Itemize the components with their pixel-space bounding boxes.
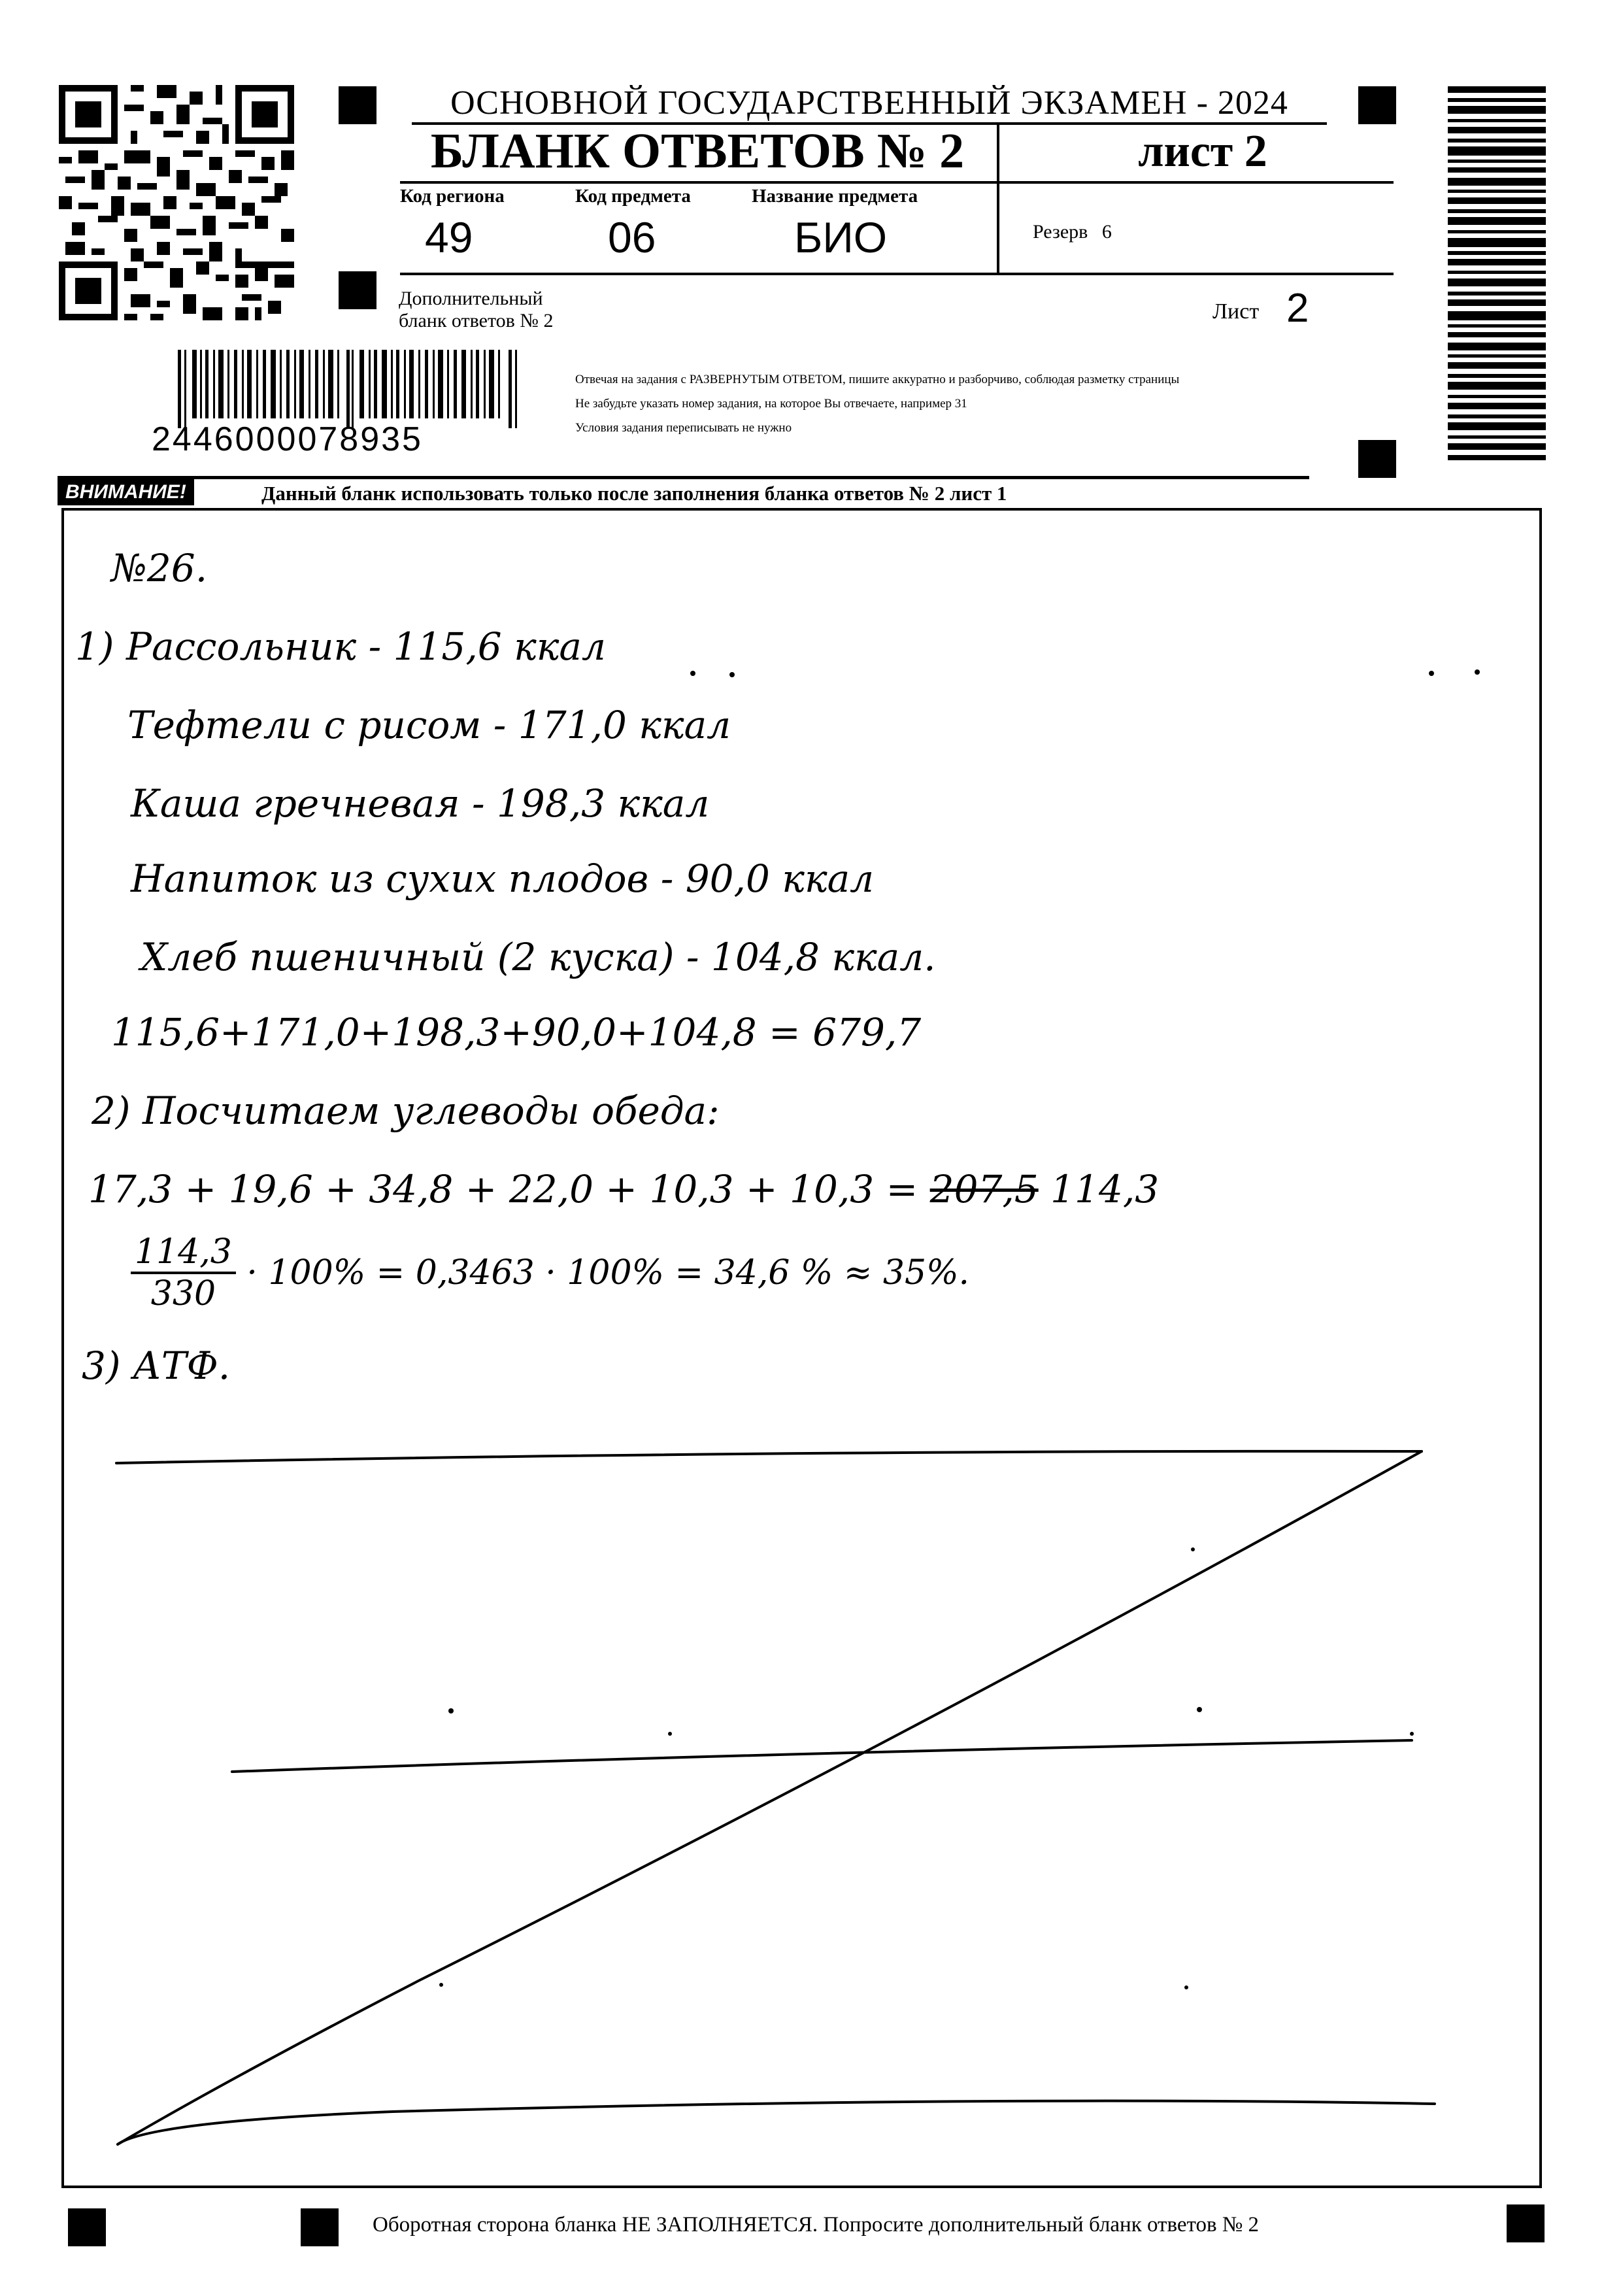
- exam-title: ОСНОВНОЙ ГОСУДАРСТВЕННЫЙ ЭКЗАМЕН - 2024: [450, 84, 1288, 122]
- answer-line-5: Хлеб пшеничный (2 куска) - 104,8 ккал.: [141, 935, 936, 979]
- instructions: [575, 367, 1179, 440]
- reserve-value: 6: [1101, 221, 1112, 243]
- subject-code-label: Код предмета: [575, 186, 691, 207]
- answer-line-10: 3) АТФ.: [82, 1343, 231, 1388]
- header-divider: [997, 124, 999, 275]
- subject-code: 06: [608, 213, 656, 262]
- qr-code: [59, 85, 294, 320]
- answer-line-6: 115,6+171,0+198,3+90,0+104,8 = 679,7: [111, 1010, 922, 1055]
- instruction-line1: Отвечая на задания с РАЗВЕРНУТЫМ ОТВЕТОМ, пишите аккуратно и разборчиво, соблюдая разметку страницы: [575, 373, 1180, 386]
- instruction-line3: Условия задания переписывать не нужно: [575, 421, 792, 435]
- instruction-line2: Не забудьте указать номер задания, на которое Вы отвечаете, например 31: [575, 397, 967, 411]
- attention-badge: ВНИМАНИЕ!: [58, 479, 194, 505]
- percent-calc: · 100% = 0,3463 · 100% = 34,6 % ≈ 35%.: [246, 1253, 970, 1292]
- answer-box: [61, 508, 1542, 2188]
- alignment-marker-top-left: [339, 86, 376, 124]
- subject-name: БИО: [794, 213, 888, 262]
- answer-line-2: Тефтели с рисом - 171,0 ккал: [127, 703, 731, 747]
- additional-form-label: [399, 288, 553, 332]
- footer-note: Оборотная сторона бланка НЕ ЗАПОЛНЯЕТСЯ. Попросите дополнительный бланк ответов № 2: [373, 2213, 1260, 2237]
- header-rule-bottom: [400, 273, 1394, 275]
- answer-line-3: Каша гречневая - 198,3 ккал: [131, 781, 710, 826]
- alignment-marker-mid-left: [339, 271, 376, 309]
- sheet-label: лист 2: [1138, 126, 1267, 177]
- subject-name-label: Название предмета: [752, 186, 918, 207]
- reserve-label: [1033, 221, 1112, 243]
- alignment-marker-bottom-left: [68, 2208, 106, 2246]
- additional-form-label-line2: бланк ответов № 2: [399, 310, 554, 331]
- attention-text: Данный бланк использовать только после заполнения бланка ответов № 2 лист 1: [261, 482, 1007, 505]
- list-label: Лист: [1212, 299, 1260, 324]
- answer-line-9: [131, 1232, 969, 1313]
- main-barcode: [178, 350, 523, 428]
- task-number: №26.: [111, 546, 208, 590]
- answer-line-7: 2) Посчитаем углеводы обеда:: [92, 1089, 720, 1133]
- reserve-label-text: Резерв: [1033, 221, 1088, 243]
- answer-line-8: [88, 1167, 1159, 1211]
- answer-line-4: Напиток из сухих плодов - 90,0 ккал: [131, 856, 875, 901]
- carbs-total: 114,3: [1050, 1167, 1160, 1211]
- fraction-denominator: 330: [150, 1274, 216, 1313]
- answer-line-1: 1) Рассольник - 115,6 ккал: [75, 624, 606, 669]
- header-rule-mid: [400, 181, 1394, 184]
- alignment-marker-top-right: [1358, 86, 1396, 124]
- carbs-fraction: [131, 1232, 236, 1313]
- alignment-marker-mid-right: [1358, 440, 1396, 478]
- fraction-numerator: 114,3: [131, 1232, 236, 1274]
- alignment-marker-bottom-center: [301, 2208, 339, 2246]
- struck-value: 207,5: [929, 1167, 1039, 1211]
- carbs-sum: 17,3 + 19,6 + 34,8 + 22,0 + 10,3 + 10,3 =: [88, 1167, 918, 1211]
- list-number: 2: [1286, 286, 1309, 331]
- form-title: БЛАНК ОТВЕТОВ № 2: [430, 124, 965, 178]
- barcode-number: 2446000078935: [152, 420, 423, 458]
- region-code: 49: [425, 213, 473, 262]
- alignment-marker-bottom-right: [1507, 2204, 1545, 2242]
- side-barcode: [1448, 86, 1546, 462]
- additional-form-label-line1: Дополнительный: [399, 288, 543, 309]
- region-code-label: Код региона: [400, 186, 505, 207]
- attention-rule: [58, 476, 1309, 479]
